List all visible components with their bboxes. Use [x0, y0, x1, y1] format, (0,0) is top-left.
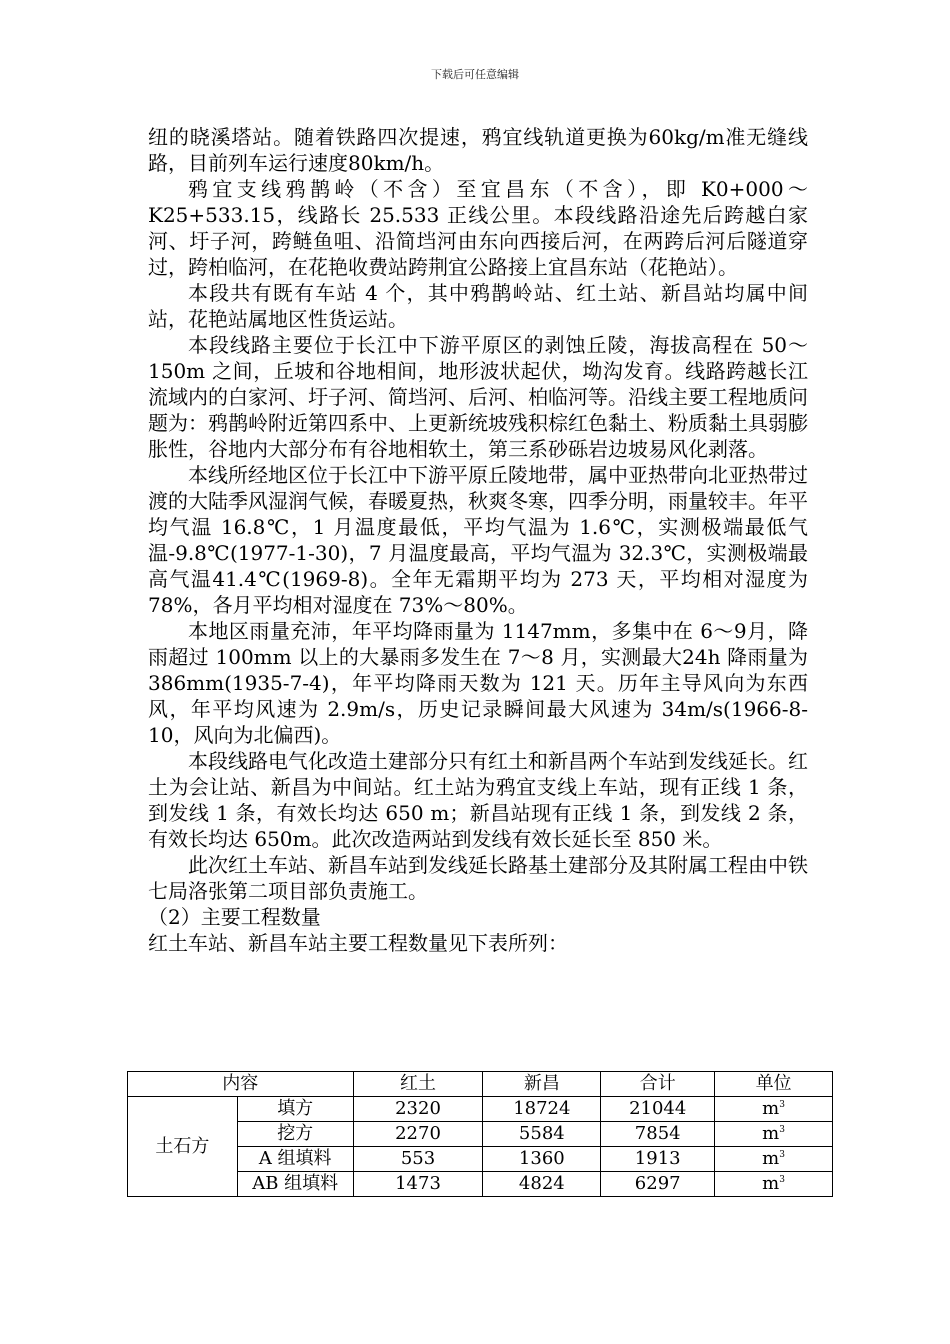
paragraph: 纽的晓溪塔站。随着铁路四次提速，鸦宜线轨道更换为60kg/m准无缝线路，目前列车运行速度80km/h。 — [148, 125, 808, 175]
value-cell: 4824 — [483, 1172, 601, 1197]
header-cell: 红土 — [353, 1072, 483, 1097]
paragraph: 本地区雨量充沛，年平均降雨量为 1147mm，多集中在 6～9月，降雨超过 100mm 以上的大暴雨多发生在 7～8 月，实测最大24h 降雨量为 386mm(1935-7-4)，年平均降雨天数为 121 天。历年主导风向为东西风，年平均风速为 2.9m/s，历史记录瞬间最大风速为 34m/s(1966-8-10，风向为北偏西)。 — [148, 619, 808, 747]
value-cell: 1360 — [483, 1147, 601, 1172]
header-cell: 新昌 — [483, 1072, 601, 1097]
value-cell: 2270 — [353, 1122, 483, 1147]
value-cell: 6297 — [601, 1172, 715, 1197]
item-cell: A 组填料 — [237, 1147, 353, 1172]
paragraph: 本段线路主要位于长江中下游平原区的剥蚀丘陵，海拔高程在 50～150m 之间，丘坡和谷地相间，地形波状起伏，坳沟发育。线路跨越长江流域内的白家河、圩子河、简垱河、后河、柏临河等。沿线主要工程地质问题为：鸦鹊岭附近第四系中、上更新统坡残积棕红色黏土、粉质黏土具弱膨胀性，谷地内大部分布有谷地相软土，第三系砂砾岩边坡易风化剥落。 — [148, 333, 808, 461]
value-cell: 1473 — [353, 1172, 483, 1197]
paragraph: 红土车站、新昌车站主要工程数量见下表所列： — [148, 931, 568, 955]
table-header-row — [128, 1072, 833, 1097]
section-heading: （2）主要工程数量 — [148, 905, 321, 929]
item-cell: 挖方 — [237, 1122, 353, 1147]
value-cell: 5584 — [483, 1122, 601, 1147]
value-cell: 1913 — [601, 1147, 715, 1172]
unit-cell: $m^3$ — [715, 1122, 833, 1147]
quantity-table — [127, 1071, 833, 1197]
unit-cell: $m^3$ — [715, 1172, 833, 1197]
page-header: 下载后可任意编辑 — [431, 68, 519, 81]
value-cell: 18724 — [483, 1097, 601, 1122]
unit-cell: $m^3$ — [715, 1097, 833, 1122]
value-cell: 21044 — [601, 1097, 715, 1122]
header-cell: 单位 — [715, 1072, 833, 1097]
table-row — [128, 1097, 833, 1122]
paragraph: 此次红土车站、新昌车站到发线延长路基土建部分及其附属工程由中铁七局洛张第二项目部负责施工。 — [148, 853, 808, 903]
value-cell: 553 — [353, 1147, 483, 1172]
value-cell: 2320 — [353, 1097, 483, 1122]
paragraph: 本线所经地区位于长江中下游平原丘陵地带，属中亚热带向北亚热带过渡的大陆季风湿润气候，春暖夏热，秋爽冬寒，四季分明，雨量较丰。年平均气温 16.8℃，1 月温度最低，平均气温为 1.6℃，实测极端最低气温-9.8℃(1977-1-30)，7 月温度最高，平均气温为 32.3℃，实测极端最高气温41.4℃(1969-8)。全年无霜期平均为 273 天，平均相对湿度为78%，各月平均相对湿度在 73%～80%。 — [148, 463, 808, 617]
value-cell: 7854 — [601, 1122, 715, 1147]
document-body — [148, 124, 808, 956]
header-cell: 内容 — [128, 1072, 354, 1097]
item-cell: AB 组填料 — [237, 1172, 353, 1197]
item-cell: 填方 — [237, 1097, 353, 1122]
paragraph: 本段线路电气化改造土建部分只有红土和新昌两个车站到发线延长。红土为会让站、新昌为中间站。红土站为鸦宜支线上车站，现有正线 1 条，到发线 1 条，有效长均达 650 m；新昌站现有正线 1 条，到发线 2 条，有效长均达 650m。此次改造两站到发线有效长延长至 850 米。 — [148, 749, 808, 851]
group-cell: 土石方 — [128, 1097, 238, 1197]
unit-cell: $m^3$ — [715, 1147, 833, 1172]
paragraph: 鸦宜支线鸦鹊岭（不含）至宜昌东（不含），即 K0+000～K25+533.15，线路长 25.533 正线公里。本段线路沿途先后跨越白家河、圩子河，跨鲢鱼咀、沿简垱河由东向西接后河，在两跨后河后隧道穿过，跨柏临河，在花艳收费站跨荆宜公路接上宜昌东站（花艳站）。 — [148, 177, 808, 279]
header-cell: 合计 — [601, 1072, 715, 1097]
paragraph: 本段共有既有车站 4 个，其中鸦鹊岭站、红土站、新昌站均属中间站，花艳站属地区性货运站。 — [148, 281, 808, 331]
